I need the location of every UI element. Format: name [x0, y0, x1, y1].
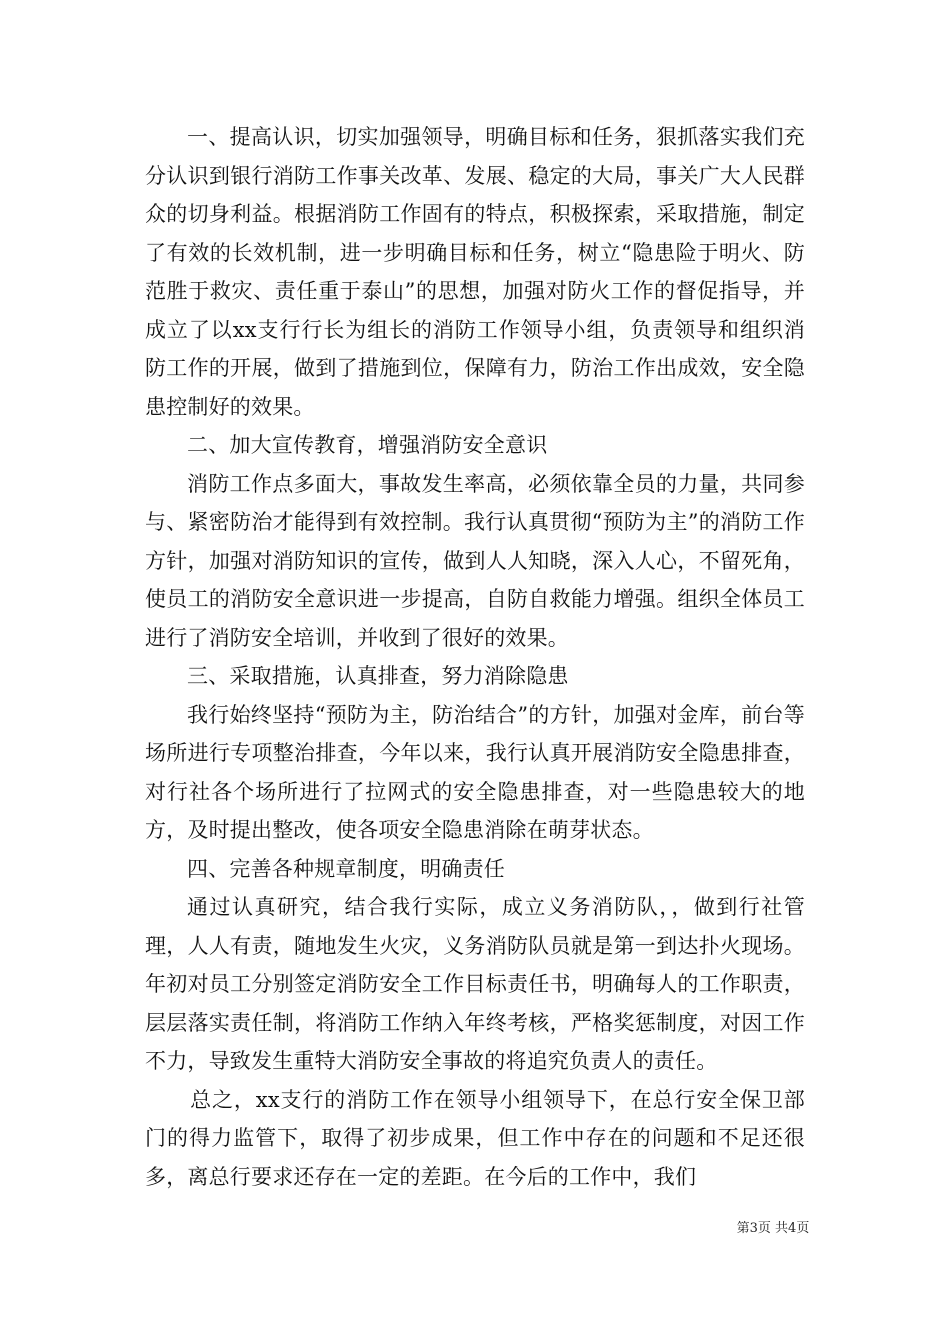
closing-paragraph: 总之，xx支行的消防工作在领导小组领导下，在总行安全保卫部门的得力监管下，取得了初步成果，但工作中存在的问题和不足还很多，离总行要求还存在一定的差距。在今后的工作中，我们: [145, 1087, 805, 1189]
paragraph-4: 通过认真研究，结合我行实际，成立义务消防队，，做到行社管理，人人有责，随地发生火灾，义务消防队员就是第一到达扑火现场。年初对员工分别签定消防安全工作目标责任书，明确每人的工作职责，层层落实责任制，将消防工作纳入年终考核，严格奖惩制度，对因工作不力，导致发生重特大消防安全事故的将追究负责人的责任。: [145, 895, 805, 1073]
paragraph-2: 消防工作点多面大，事故发生率高，必须依靠全员的力量，共同参与、紧密防治才能得到有效控制。我行认真贯彻“预防为主”的消防工作方针，加强对消防知识的宣传，做到人人知晓，深入人心，不留死角，使员工的消防安全意识进一步提高，自防自救能力增强。组织全体员工进行了消防安全培训，并收到了很好的效果。: [145, 471, 805, 650]
paragraph-3: 我行始终坚持“预防为主，防治结合”的方针，加强对金库，前台等场所进行专项整治排查，今年以来，我行认真开展消防安全隐患排查，对行社各个场所进行了拉网式的安全隐患排查，对一些隐患较大的地方，及时提出整改，使各项安全隐患消除在萌芽状态。: [145, 702, 805, 842]
document-body: [145, 118, 805, 1196]
paragraph-1: 一、提高认识，切实加强领导，明确目标和任务，狠抓落实我们充分认识到银行消防工作事关改革、发展、稳定的大局，事关广大人民群众的切身利益。根据消防工作固有的特点，积极探索，采取措施，制定了有效的长效机制，进一步明确目标和任务，树立“隐患险于明火、防范胜于救灾、责任重于泰山”的思想，加强对防火工作的督促指导，并成立了以xx支行行长为组长的消防工作领导小组，负责领导和组织消防工作的开展，做到了措施到位，保障有力，防治工作出成效，安全隐患控制好的效果。: [145, 125, 805, 419]
section-heading-2: 二、加大宣传教育，增强消防安全意识: [187, 433, 548, 457]
section-heading-4: 四、完善各种规章制度，明确责任: [187, 856, 505, 881]
section-heading-3: 三、采取措施，认真排查，努力消除隐患: [187, 664, 569, 688]
page-number: 第3页 共4页: [736, 1221, 810, 1236]
page-footer: [0, 1217, 950, 1236]
